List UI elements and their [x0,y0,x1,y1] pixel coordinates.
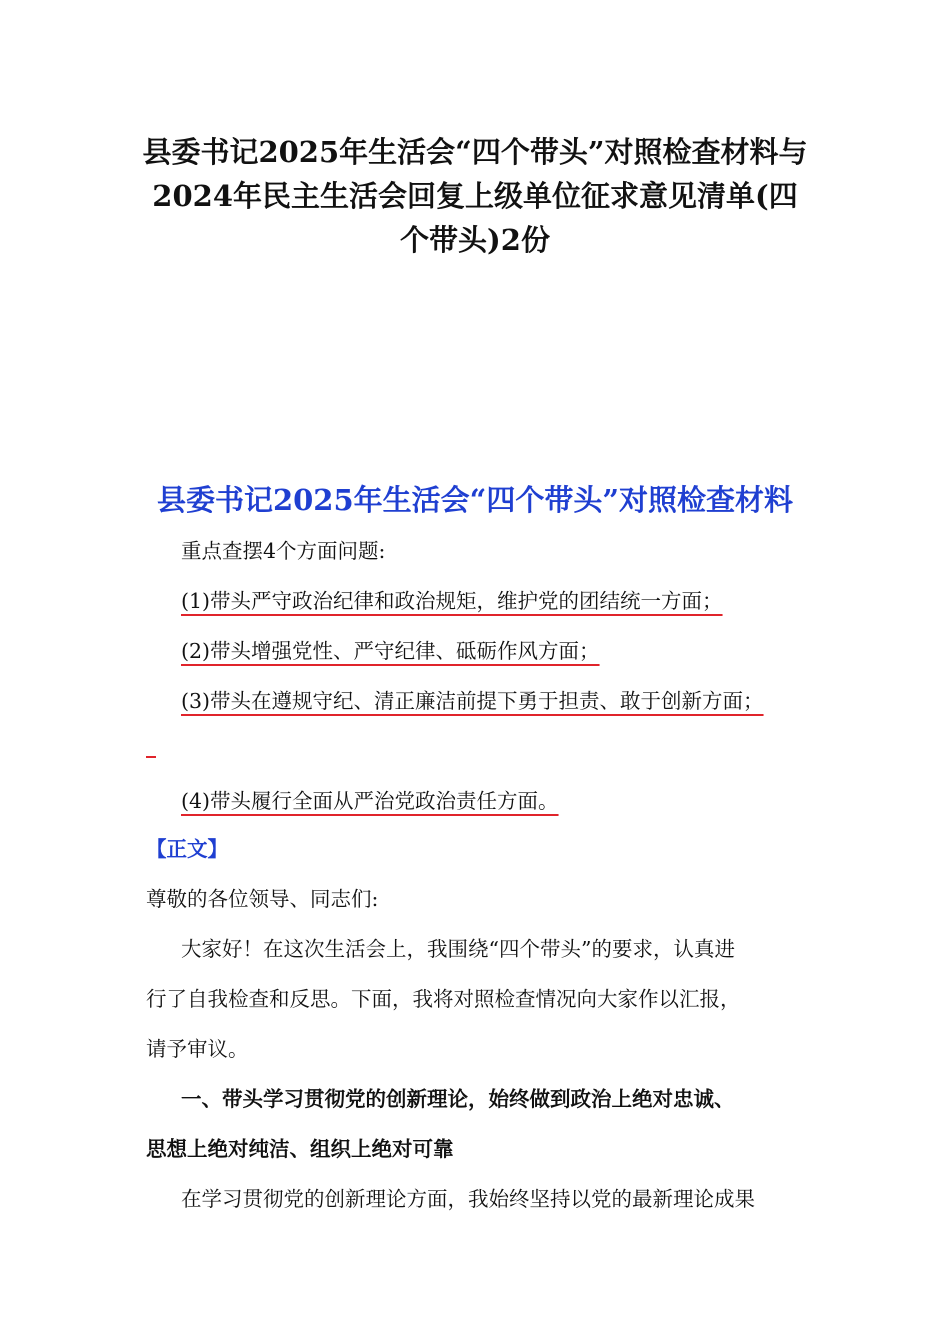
point-1 [181,588,861,614]
intro-text: 重点查摆4个方面问题: [181,539,386,563]
paragraph-1-line-2: 行了自我检查和反思。下面，我将对照检查情况向大家作以汇报， [146,987,741,1011]
body-label: 【正文】 [146,837,228,861]
underline-continuation [146,756,156,758]
heading-1-line-1: 一、带头学习贯彻党的创新理论，始终做到政治上绝对忠诚、 [181,1087,735,1111]
paragraph-2-line-1: 在学习贯彻党的创新理论方面，我始终坚持以党的最新理论成果 [181,1187,755,1211]
paragraph-1-line-3: 请予审议。 [146,1037,249,1061]
point-1-text: (1)带头严守政治纪律和政治规矩，维护党的团结统一方面； [181,589,723,613]
point-4 [181,788,861,814]
point-2 [181,638,861,664]
heading-1-line-2: 思想上绝对纯洁、组织上绝对可靠 [146,1137,454,1161]
point-3 [181,688,861,714]
document-title: 县委书记2025年生活会“四个带头”对照检查材料与2024年民主生活会回复上级单位征求意见清单(四个带头)2份 [142,135,808,257]
paragraph-1-line-1: 大家好！在这次生活会上，我围绕“四个带头”的要求，认真进 [181,937,735,961]
point-3-text: (3)带头在遵规守纪、清正廉洁前提下勇于担责、敢于创新方面； [181,689,764,713]
point-2-text: (2)带头增强党性、严守纪律、砥砺作风方面； [181,639,600,663]
salutation: 尊敬的各位领导、同志们: [146,887,379,911]
section-title: 县委书记2025年生活会“四个带头”对照检查材料 [156,483,794,517]
point-4-text: (4)带头履行全面从严治党政治责任方面。 [181,789,559,813]
